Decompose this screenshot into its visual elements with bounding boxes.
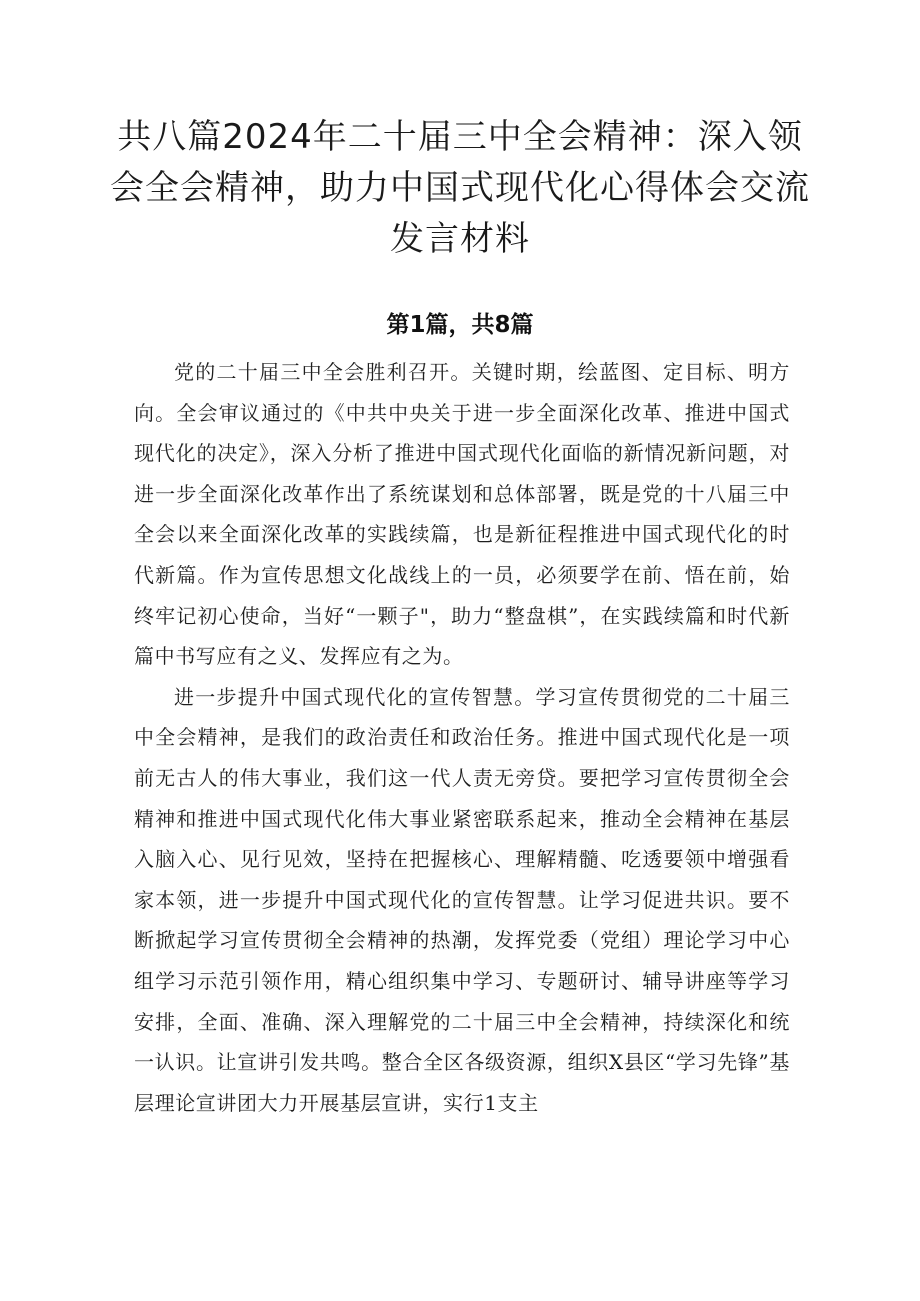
section-heading: 第1篇，共8篇: [386, 312, 534, 338]
paragraph-2: 进一步提升中国式现代化的宣传智慧。学习宣传贯彻党的二十届三中全会精神，是我们的政治责任和政治任务。推进中国式现代化是一项前无古人的伟大事业，我们这一代人责无旁贷。要把学习宣传贯彻全会精神和推进中国式现代化伟大事业紧密联系起来，推动全会精神在基层入脑入心、见行见效，坚持在把握核心、理解精髓、吃透要领中增强看家本领，进一步提升中国式现代化的宣传智慧。让学习促进共识。要不断掀起学习宣传贯彻全会精神的热潮，发挥党委（党组）理论学习中心组学习示范引领作用，精心组织集中学习、专题研讨、辅导讲座等学习安排，全面、准确、深入理解党的二十届三中全会精神，持续深化和统一认识。让宣讲引发共鸣。整合全区各级资源，组织X县区“学习先锋”基层理论宣讲团大力开展基层宣讲，实行1支主: [134, 684, 790, 1115]
document-body: [134, 352, 790, 1123]
document-title: 共八篇2024年二十届三中全会精神：深入领会全会精神，助力中国式现代化心得体会交流发言材料: [110, 117, 810, 259]
paragraph-1: 党的二十届三中全会胜利召开。关键时期，绘蓝图、定目标、明方向。全会审议通过的《中共中央关于进一步全面深化改革、推进中国式现代化的决定》，深入分析了推进中国式现代化面临的新情况新问题，对进一步全面深化改革作出了系统谋划和总体部署，既是党的十八届三中全会以来全面深化改革的实践续篇，也是新征程推进中国式现代化的时代新篇。作为宣传思想文化战线上的一员，必须要学在前、悟在前，始终牢记初心使命，当好“一颗子"，助力“整盘棋”，在实践续篇和时代新篇中书写应有之义、发挥应有之为。: [134, 360, 790, 669]
